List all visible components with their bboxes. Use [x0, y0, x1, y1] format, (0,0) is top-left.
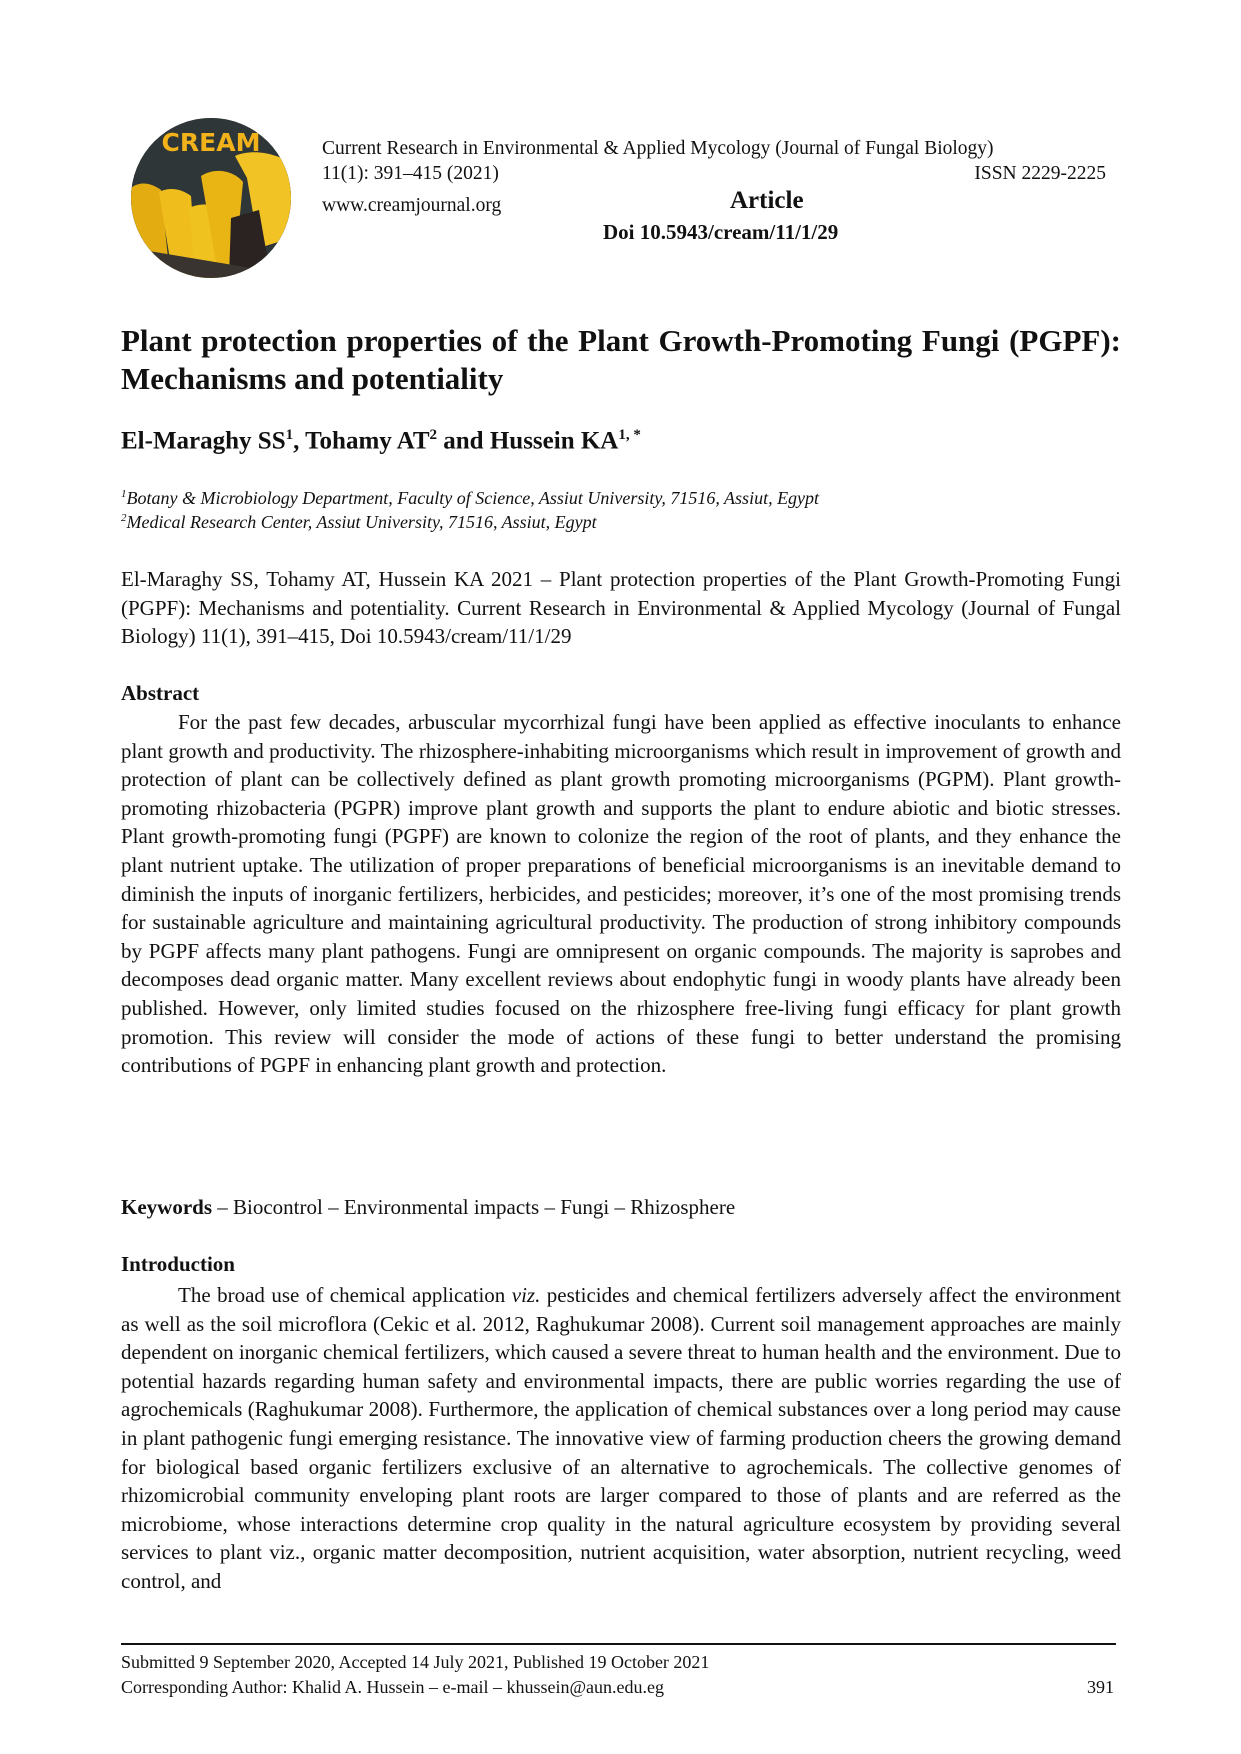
- logo-text: CREAM: [161, 128, 261, 157]
- author-separator: and: [437, 427, 490, 455]
- author-name: El-Maraghy SS: [121, 427, 286, 455]
- volume-pages: 11(1): 391–415 (2021): [322, 163, 499, 184]
- affiliation-number: 1: [121, 488, 127, 500]
- keywords-line: [121, 1195, 735, 1220]
- journal-name: Current Research in Environmental & Applied Mycology (Journal of Fungal Biology): [322, 138, 994, 159]
- author-separator: ,: [293, 427, 306, 455]
- intro-italic-term: viz.: [511, 1283, 541, 1307]
- abstract-text: For the past few decades, arbuscular mycorrhizal fungi have been applied as effective inoculants to enhance plant growth and productivity. The rhizosphere-inhabiting microorganisms which result in improvement of growth and protection of plant can be collectively defined as plant growth promoting microorganisms (PGPM). Plant growth-promoting rhizobacteria (PGPR) improve plant growth and supports the plant to endure abiotic and biotic stresses. Plant growth-promoting fungi (PGPF) are known to colonize the region of the root of plants, and they enhance the plant nutrient uptake. The utilization of proper preparations of beneficial microorganisms is an inevitable demand to diminish the inputs of inorganic fertilizers, herbicides, and pesticides; moreover, it’s one of the most promising trends for sustainable agriculture and maintaining agricultural productivity. The production of strong inhibitory compounds by PGPF affects many plant pathogens. Fungi are omnipresent on organic compounds. The majority is saprobes and decomposes dead organic matter. Many excellent reviews about endophytic fungi in woody plants have already been published. However, only limited studies focused on the rhizosphere free-living fungi efficacy for plant growth promotion. This review will consider the mode of actions of these fungi to better understand the promising contributions of PGPF in enhancing plant growth and protection.: [121, 710, 1121, 1078]
- author-list: [121, 427, 641, 455]
- keywords-label: Keywords: [121, 1195, 212, 1219]
- issn: ISSN 2229-2225: [974, 163, 1106, 184]
- author-affiliation-sup: 2: [429, 427, 438, 443]
- footer-divider: [121, 1643, 1116, 1645]
- author-name: Tohamy AT: [305, 427, 430, 455]
- journal-website-link[interactable]: www.creamjournal.org: [322, 195, 502, 216]
- submission-dates: Submitted 9 September 2020, Accepted 14 July 2021, Published 19 October 2021: [121, 1652, 710, 1672]
- keywords-list: – Biocontrol – Environmental impacts – Fungi – Rhizosphere: [212, 1195, 736, 1219]
- author-name: Hussein KA: [489, 427, 619, 455]
- author-affiliation-sup: 1, *: [618, 427, 641, 443]
- affiliation: [121, 488, 819, 509]
- introduction-heading: Introduction: [121, 1252, 235, 1276]
- doi-header: Doi 10.5943/cream/11/1/29: [603, 220, 839, 244]
- intro-text-rest: pesticides and chemical fertilizers adversely affect the environment as well as the soil microflora (Cekic et al. 2012, Raghukumar 2008). Current soil management approaches are mainly dependent on inorganic chemical fertilizers, which caused a severe threat to human health and the environment. Due to potential hazards regarding human safety and environmental impacts, there are public worries regarding the use of agrochemicals (Raghukumar 2008). Furthermore, the application of chemical substances over a long period may cause in plant pathogenic fungi emerging resistance. The innovative view of farming production cheers the growing demand for biological based organic fertilizers exclusive of an alternative to agrochemicals. The collective genomes of rhizomicrobial community enveloping plant roots are larger compared to those of plants and are referred as the microbiome, whose interactions determine crop quality in the natural agriculture ecosystem by providing several services to plant viz., organic matter decomposition, nutrient acquisition, water absorption, nutrient recycling, weed control, and: [121, 1283, 1121, 1593]
- intro-text-start: The broad use of chemical application: [178, 1283, 512, 1307]
- affiliation-text: Botany & Microbiology Department, Faculty of Science, Assiut University, 71516, Assiut, Egypt: [126, 488, 820, 508]
- corresponding-author: Corresponding Author: Khalid A. Hussein – e-mail – khussein@aun.edu.eg: [121, 1677, 665, 1697]
- author-affiliation-sup: 1: [285, 427, 294, 443]
- affiliation-text: Medical Research Center, Assiut University, 71516, Assiut, Egypt: [126, 512, 597, 532]
- affiliation: [121, 512, 597, 533]
- article-type-label: Article: [730, 187, 804, 214]
- introduction-text: [121, 1281, 1121, 1596]
- abstract-heading: Abstract: [121, 681, 200, 705]
- paper-title: Plant protection properties of the Plant Growth-Promoting Fungi (PGPF): Mechanisms and potentiality: [121, 323, 1121, 396]
- page-number: 391: [1087, 1677, 1114, 1697]
- citation-block: El-Maraghy SS, Tohamy AT, Hussein KA 2021 – Plant protection properties of the Plant Growth-Promoting Fungi (PGPF): Mechanisms and potentiality. Current Research in Environmental & Applied Mycology (Journal of Fungal Biology) 11(1), 391–415, Doi 10.5943/cream/11/1/29: [121, 567, 1121, 648]
- affiliation-number: 2: [121, 512, 127, 524]
- cream-logo: [131, 118, 291, 278]
